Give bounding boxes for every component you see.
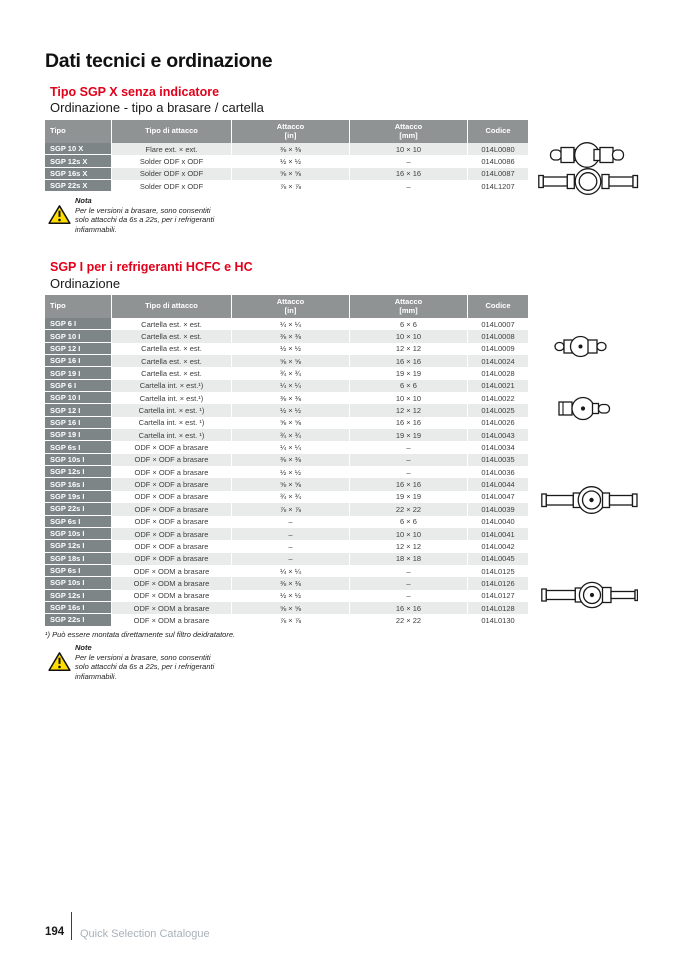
row-cell: ½ × ½	[232, 404, 350, 416]
row-cell: Cartella int. × est. ¹)	[112, 429, 232, 441]
table-row	[45, 577, 528, 589]
row-type-cell: SGP 12s I	[45, 540, 112, 552]
row-cell: ODF × ODF a brasare	[112, 528, 232, 540]
note-line: Per le versioni a brasare, sono consentiti	[75, 652, 211, 662]
row-cell: 16 × 16	[350, 168, 468, 180]
row-type-cell: SGP 16s I	[45, 602, 112, 614]
catalogue-title: Quick Selection Catalogue	[80, 928, 210, 940]
column-header: Tipo di attacco	[112, 295, 232, 318]
row-cell: ¼ × ¼	[232, 380, 350, 392]
table-row	[45, 180, 528, 192]
table-row	[45, 590, 528, 602]
row-cell: Cartella int. × est.¹)	[112, 380, 232, 392]
row-type-cell: SGP 6 I	[45, 318, 112, 330]
row-cell: 16 × 16	[350, 417, 468, 429]
row-cell: ¾ × ¾	[232, 491, 350, 503]
section-sgpx-subheading: Ordinazione - tipo a brasare / cartella	[50, 100, 264, 115]
row-cell: 6 × 6	[350, 516, 468, 528]
table-row	[45, 614, 528, 626]
table-row	[45, 367, 528, 379]
row-cell: ODF × ODM a brasare	[112, 565, 232, 577]
row-cell: 014L0009	[481, 344, 515, 354]
row-type-cell: SGP 10 I	[45, 330, 112, 342]
column-header: Attacco [in]	[232, 120, 350, 143]
row-cell: 014L0021	[468, 380, 528, 392]
row-cell: ⅜ × ⅜	[232, 330, 350, 342]
row-cell: 22 × 22	[350, 503, 468, 515]
row-cell: Cartella est. × est.	[112, 343, 232, 355]
row-cell: –	[350, 590, 468, 602]
table-header-row	[45, 295, 528, 318]
row-cell: –	[232, 540, 350, 552]
note-line: infiammabili.	[75, 671, 117, 681]
row-type-cell: SGP 18s I	[45, 553, 112, 565]
row-cell: ODF × ODF a brasare	[112, 454, 232, 466]
cartella-int-est-sight-glass-diagram	[558, 395, 611, 427]
row-cell: 12 × 12	[350, 343, 468, 355]
row-type-cell: SGP 22s I	[45, 503, 112, 515]
table-row	[45, 330, 528, 342]
footer-divider	[71, 912, 72, 940]
row-type-cell: SGP 12s I	[45, 590, 112, 602]
row-cell: ODF × ODF a brasare	[112, 540, 232, 552]
note-line: solo attacchi da 6s a 22s, per i refrigeranti	[75, 662, 215, 671]
row-cell: –	[232, 516, 350, 528]
row-cell: Solder ODF x ODF	[112, 168, 232, 180]
row-cell: Cartella int. × est. ¹)	[112, 417, 232, 429]
row-cell: ⅞ × ⅞	[232, 614, 350, 626]
note-line: Per le versioni a brasare, sono consentiti	[75, 205, 211, 215]
row-cell: ODF × ODF a brasare	[112, 553, 232, 565]
page-number: 194	[45, 926, 65, 938]
row-type-cell: SGP 12s X	[45, 155, 112, 167]
row-type-cell: SGP 16s X	[45, 168, 112, 180]
row-cell: –	[350, 565, 468, 577]
table-row	[45, 528, 528, 540]
column-header: Tipo	[45, 120, 112, 143]
row-cell: 014L0034	[481, 443, 515, 453]
table-row	[45, 478, 528, 490]
table-header-row	[45, 120, 528, 143]
table-row	[45, 602, 528, 614]
row-cell: 014L0008	[468, 330, 528, 342]
odf-odm-brasare-sight-glass-diagram	[541, 580, 638, 616]
row-cell: Solder ODF x ODF	[112, 155, 232, 167]
row-cell: ODF × ODM a brasare	[112, 590, 232, 602]
row-cell: ⅞ × ⅞	[232, 180, 350, 192]
row-cell: ⅝ × ⅝	[232, 168, 350, 180]
row-type-cell: SGP 6s I	[45, 516, 112, 528]
row-cell: 19 × 19	[350, 367, 468, 379]
row-type-cell: SGP 10s I	[45, 454, 112, 466]
row-cell: 6 × 6	[350, 380, 468, 392]
row-cell: ODF × ODF a brasare	[112, 478, 232, 490]
row-cell: 014L0044	[468, 478, 528, 490]
row-cell: ⅝ × ⅝	[232, 478, 350, 490]
row-cell: ⅜ × ⅜	[232, 143, 350, 155]
row-cell: 014L0022	[481, 393, 515, 403]
row-cell: ¾ × ¾	[232, 429, 350, 441]
row-cell: Cartella int. × est. ¹)	[112, 404, 232, 416]
row-cell: ODF × ODF a brasare	[112, 491, 232, 503]
row-cell: 014L0040	[481, 517, 515, 527]
row-cell: Cartella est. × est.	[112, 355, 232, 367]
row-cell: 014L0041	[468, 528, 528, 540]
row-cell: ODF × ODF a brasare	[112, 503, 232, 515]
row-cell: –	[350, 466, 468, 478]
row-cell: 12 × 12	[350, 404, 468, 416]
table-row	[45, 355, 528, 367]
column-header: Attacco [mm]	[350, 120, 468, 143]
row-cell: 10 × 10	[350, 143, 468, 155]
row-type-cell: SGP 16 I	[45, 417, 112, 429]
column-header: Codice	[485, 301, 511, 311]
row-cell: 014L0127	[481, 591, 515, 601]
row-cell: ¾ × ¾	[232, 367, 350, 379]
table-row	[45, 318, 528, 330]
table-row	[45, 155, 528, 167]
row-cell: 014L1207	[481, 181, 515, 191]
row-type-cell: SGP 16s I	[45, 478, 112, 490]
row-type-cell: SGP 22s I	[45, 614, 112, 626]
row-cell: –	[350, 441, 468, 453]
column-header: Codice	[485, 126, 511, 136]
row-cell: 12 × 12	[350, 540, 468, 552]
row-cell: 014L0080	[468, 143, 528, 155]
row-cell: 014L0007	[481, 319, 515, 329]
row-type-cell: SGP 19s I	[45, 491, 112, 503]
row-cell: 19 × 19	[350, 429, 468, 441]
row-type-cell: SGP 12 I	[45, 343, 112, 355]
row-cell: 014L0126	[468, 577, 528, 589]
row-cell: 014L0042	[481, 541, 515, 551]
warning-icon	[48, 651, 71, 677]
table-row	[45, 429, 528, 441]
row-cell: 014L0036	[481, 467, 515, 477]
row-cell: ODF × ODF a brasare	[112, 516, 232, 528]
row-cell: 014L0086	[481, 157, 515, 167]
table-row	[45, 417, 528, 429]
row-cell: ODF × ODM a brasare	[112, 614, 232, 626]
row-cell: Flare ext. × ext.	[112, 143, 232, 155]
row-cell: ⅝ × ⅝	[232, 602, 350, 614]
row-type-cell: SGP 12s I	[45, 466, 112, 478]
row-cell: Cartella est. × est.	[112, 330, 232, 342]
row-cell: 6 × 6	[350, 318, 468, 330]
row-cell: 16 × 16	[350, 478, 468, 490]
row-cell: ⅜ × ⅜	[232, 454, 350, 466]
row-type-cell: SGP 10s I	[45, 577, 112, 589]
row-type-cell: SGP 10 I	[45, 392, 112, 404]
row-cell: 014L0130	[481, 615, 515, 625]
table-row	[45, 454, 528, 466]
row-cell: 16 × 16	[350, 602, 468, 614]
column-header: Attacco [mm]	[350, 295, 468, 318]
row-cell: 014L0026	[481, 418, 515, 428]
note-title: Nota	[75, 196, 92, 205]
table-footnote: ¹) Può essere montata direttamente sul filtro deidratatore.	[45, 630, 236, 639]
row-cell: ½ × ½	[232, 466, 350, 478]
row-cell: 014L0047	[481, 492, 515, 502]
row-cell: ¼ × ¼	[232, 318, 350, 330]
row-cell: –	[350, 577, 468, 589]
table-row	[45, 503, 528, 515]
row-cell: 014L0043	[468, 429, 528, 441]
cartella-est-est-sight-glass-diagram	[554, 334, 607, 364]
row-cell: Cartella est. × est.	[112, 367, 232, 379]
row-cell: ½ × ½	[232, 590, 350, 602]
table-row	[45, 380, 528, 392]
section-sgpx-heading: Tipo SGP X senza indicatore	[50, 85, 220, 99]
note-line: infiammabili.	[75, 224, 117, 234]
table-row	[45, 168, 528, 180]
ordering-table-sgpi	[45, 295, 528, 627]
note-line: solo attacchi da 6s a 22s, per i refrigeranti	[75, 215, 215, 224]
note-title: Note	[75, 643, 92, 652]
row-cell: ODF × ODF a brasare	[112, 466, 232, 478]
row-cell: ⅜ × ⅜	[232, 392, 350, 404]
table-row	[45, 392, 528, 404]
row-cell: ⅜ × ⅜	[232, 577, 350, 589]
row-cell: –	[232, 528, 350, 540]
row-type-cell: SGP 10 X	[45, 143, 112, 155]
row-cell: 014L0024	[468, 355, 528, 367]
row-cell: 014L0035	[468, 454, 528, 466]
row-cell: 014L0128	[468, 602, 528, 614]
column-header: Attacco [in]	[232, 295, 350, 318]
row-cell: 10 × 10	[350, 392, 468, 404]
row-type-cell: SGP 6s I	[45, 565, 112, 577]
odf-odf-brasare-sight-glass-diagram	[541, 484, 638, 522]
row-cell: 10 × 10	[350, 528, 468, 540]
page-title: Dati tecnici e ordinazione	[45, 50, 273, 72]
ordering-table-sgpx	[45, 120, 528, 192]
row-cell: ½ × ½	[232, 343, 350, 355]
row-cell: 014L0125	[481, 566, 515, 576]
row-cell: 014L0028	[481, 369, 515, 379]
row-cell: 014L0025	[468, 404, 528, 416]
table-row	[45, 143, 528, 155]
row-cell: ¼ × ¼	[232, 565, 350, 577]
row-cell: ⅝ × ⅝	[232, 417, 350, 429]
row-cell: 19 × 19	[350, 491, 468, 503]
table-row	[45, 343, 528, 355]
row-cell: 10 × 10	[350, 330, 468, 342]
row-cell: ⅝ × ⅝	[232, 355, 350, 367]
table-row	[45, 404, 528, 416]
row-cell: ODF × ODF a brasare	[112, 441, 232, 453]
column-header: Tipo di attacco	[112, 120, 232, 143]
row-type-cell: SGP 6s I	[45, 441, 112, 453]
section-sgpi-subheading: Ordinazione	[50, 276, 121, 291]
row-type-cell: SGP 16 I	[45, 355, 112, 367]
row-cell: 18 × 18	[350, 553, 468, 565]
row-cell: ODF × ODM a brasare	[112, 602, 232, 614]
row-cell: 16 × 16	[350, 355, 468, 367]
row-cell: Solder ODF x ODF	[112, 180, 232, 192]
table-row	[45, 516, 528, 528]
row-type-cell: SGP 19 I	[45, 367, 112, 379]
row-cell: ODF × ODM a brasare	[112, 577, 232, 589]
row-type-cell: SGP 22s X	[45, 180, 112, 192]
row-cell: ⅞ × ⅞	[232, 503, 350, 515]
row-cell: –	[232, 553, 350, 565]
row-cell: –	[350, 155, 468, 167]
row-cell: –	[350, 180, 468, 192]
table-row	[45, 553, 528, 565]
row-type-cell: SGP 6 I	[45, 380, 112, 392]
row-cell: –	[350, 454, 468, 466]
table-row	[45, 565, 528, 577]
table-row	[45, 491, 528, 503]
row-cell: 014L0045	[468, 553, 528, 565]
row-cell: ¼ × ¼	[232, 441, 350, 453]
row-type-cell: SGP 10s I	[45, 528, 112, 540]
warning-icon	[48, 204, 71, 230]
table-row	[45, 540, 528, 552]
table-row	[45, 441, 528, 453]
row-cell: 22 × 22	[350, 614, 468, 626]
row-cell: 014L0087	[468, 168, 528, 180]
row-type-cell: SGP 19 I	[45, 429, 112, 441]
row-cell: Cartella est. × est.	[112, 318, 232, 330]
section-sgpi-heading: SGP I per i refrigeranti HCFC e HC	[50, 260, 253, 274]
column-header: Tipo	[45, 295, 112, 318]
row-cell: ½ × ½	[232, 155, 350, 167]
row-cell: 014L0039	[468, 503, 528, 515]
row-type-cell: SGP 12 I	[45, 404, 112, 416]
row-cell: Cartella int. × est.¹)	[112, 392, 232, 404]
table-row	[45, 466, 528, 478]
solder-sight-glass-diagram	[538, 167, 639, 201]
